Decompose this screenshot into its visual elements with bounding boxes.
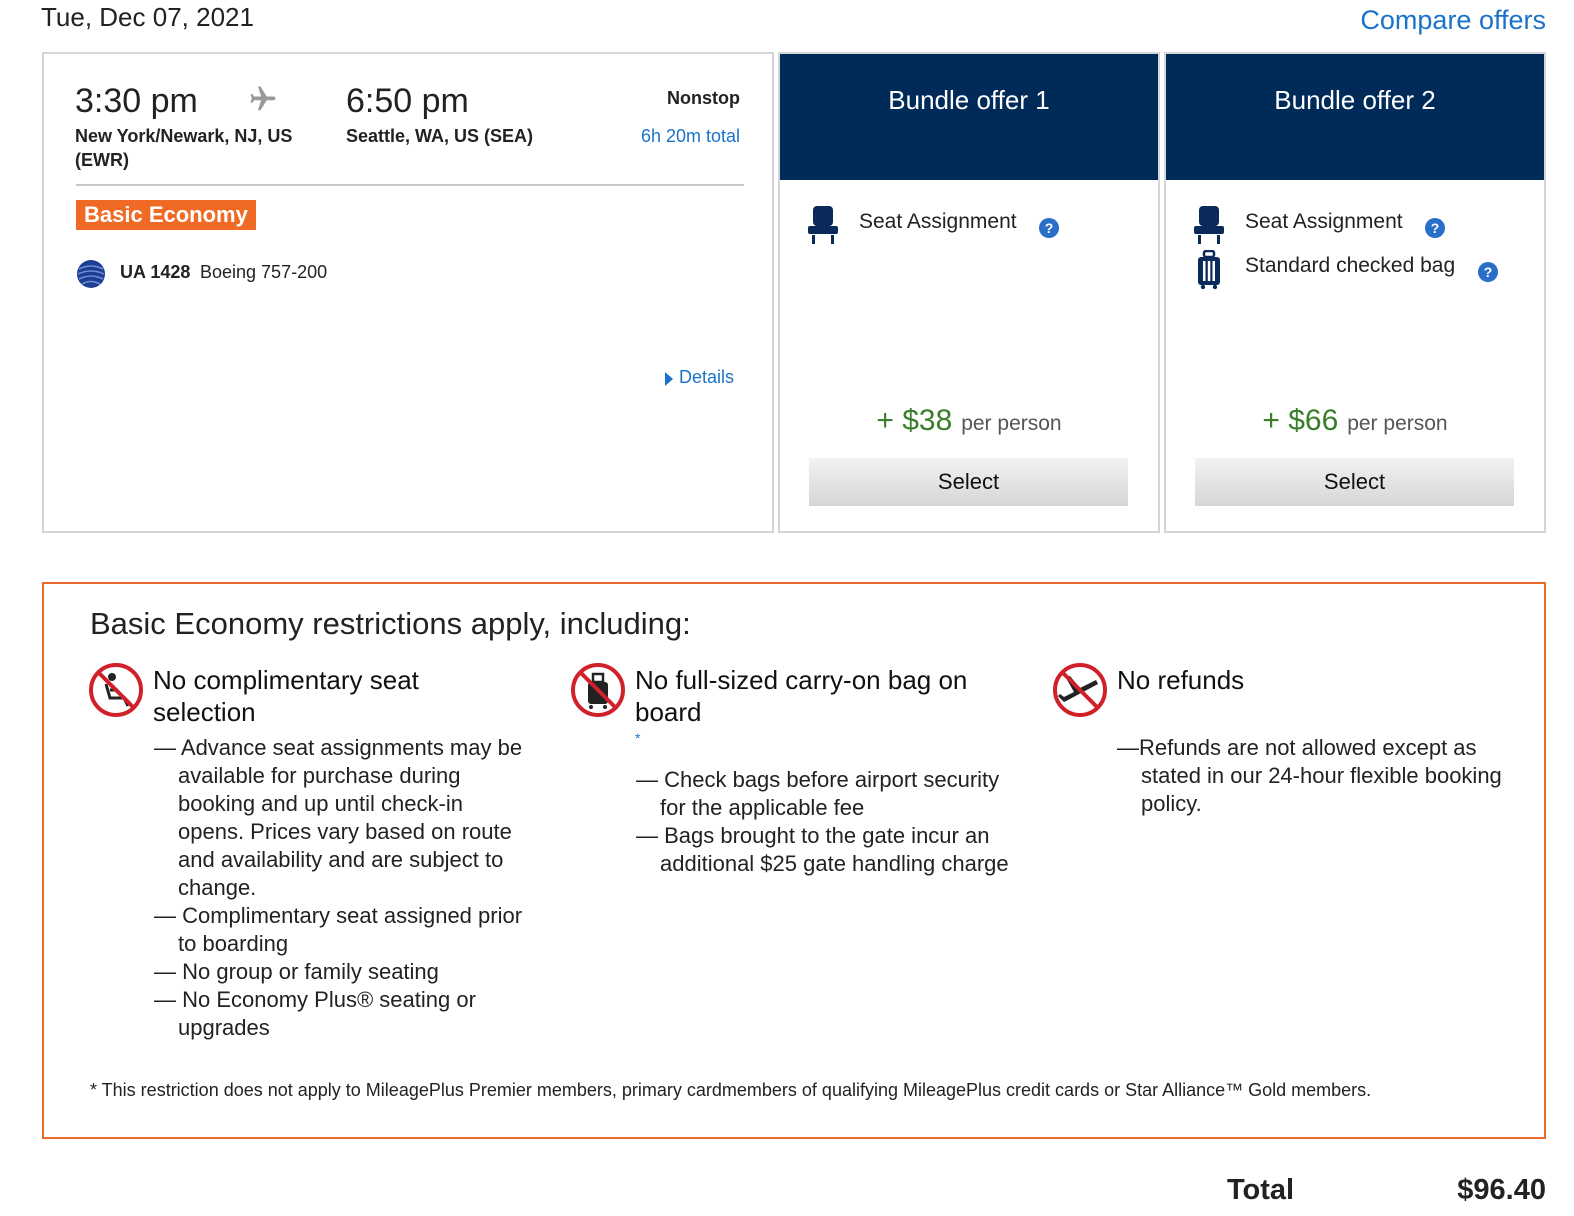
feature-checked-bag: Standard checked bag	[1245, 254, 1456, 277]
flight-number: UA 1428	[120, 262, 191, 282]
aircraft-type: Boeing 757-200	[200, 262, 328, 282]
checked-bag-icon	[1196, 250, 1222, 290]
help-icon[interactable]: ?	[1478, 262, 1498, 282]
restrictions-title: Basic Economy restrictions apply, including:	[90, 606, 691, 641]
restrictions-panel	[42, 582, 1546, 1139]
help-icon[interactable]: ?	[1425, 218, 1445, 238]
depart-time: 3:30 pm	[75, 82, 198, 120]
caret-right-icon	[665, 372, 673, 386]
bundle-offer-2	[1164, 52, 1546, 533]
flight-card	[42, 52, 774, 533]
depart-city: New York/Newark, NJ, US (EWR)	[75, 126, 293, 170]
no-seat-icon	[88, 662, 144, 718]
restriction-heading: No full-sized carry-on bag on board	[635, 665, 968, 727]
divider	[76, 184, 744, 186]
restriction-bullets: — Check bags before airport security for the applicable fee — Bags brought to the gate incur an additional $25 gate handling charge	[636, 767, 1009, 876]
compare-offers-link[interactable]: Compare offers	[1360, 5, 1546, 35]
bundle-price: + $38 per person	[876, 404, 1062, 437]
restriction-heading: No refunds	[1117, 665, 1245, 695]
restriction-footnote: * This restriction does not apply to MileagePlus Premier members, primary cardmembers of qualifying MileagePlus credit cards or Star Alliance™ Gold members.	[90, 1080, 1372, 1100]
restriction-bullets: —Refunds are not allowed except as stated in our 24-hour flexible booking policy.	[1117, 735, 1502, 816]
feature-seat-assignment: Seat Assignment	[859, 210, 1017, 233]
united-logo-icon	[76, 259, 106, 289]
help-icon[interactable]: ?	[1039, 218, 1059, 238]
arrive-time: 6:50 pm	[346, 82, 469, 120]
total-value: $96.40	[1457, 1174, 1546, 1206]
duration-label: 6h 20m total	[640, 126, 740, 146]
arrive-city: Seattle, WA, US (SEA)	[346, 126, 534, 146]
bundle-title: Bundle offer 1	[780, 54, 1158, 180]
bundle-offer-1	[778, 52, 1160, 533]
stops-label: Nonstop	[667, 88, 740, 108]
select-bundle-1-button[interactable]: Select	[809, 458, 1128, 506]
seat-icon	[806, 204, 840, 246]
bundle-price: + $66 per person	[1262, 404, 1448, 437]
bundle-title: Bundle offer 2	[1166, 54, 1544, 180]
no-refund-icon	[1052, 662, 1108, 718]
date-label: Tue, Dec 07, 2021	[41, 2, 254, 32]
details-link[interactable]: Details	[665, 367, 734, 388]
total-label: Total	[1227, 1174, 1295, 1206]
no-carry-on-icon	[570, 662, 626, 718]
restriction-bullets: — Advance seat assignments may be available for purchase during booking and up until check-in opens. Prices vary based on route and availability and are subject to change. — Complimentary seat assigned prior to boarding — No group or family seating — No Economy Plus® seating or upgrades	[154, 735, 523, 1040]
seat-icon	[1192, 204, 1226, 246]
fare-class-badge: Basic Economy	[76, 200, 256, 230]
asterisk-marker: *	[635, 730, 641, 746]
airplane-icon	[248, 84, 278, 114]
feature-seat-assignment: Seat Assignment	[1245, 210, 1403, 233]
select-bundle-2-button[interactable]: Select	[1195, 458, 1514, 506]
restriction-heading: No complimentary seat selection	[153, 665, 419, 727]
